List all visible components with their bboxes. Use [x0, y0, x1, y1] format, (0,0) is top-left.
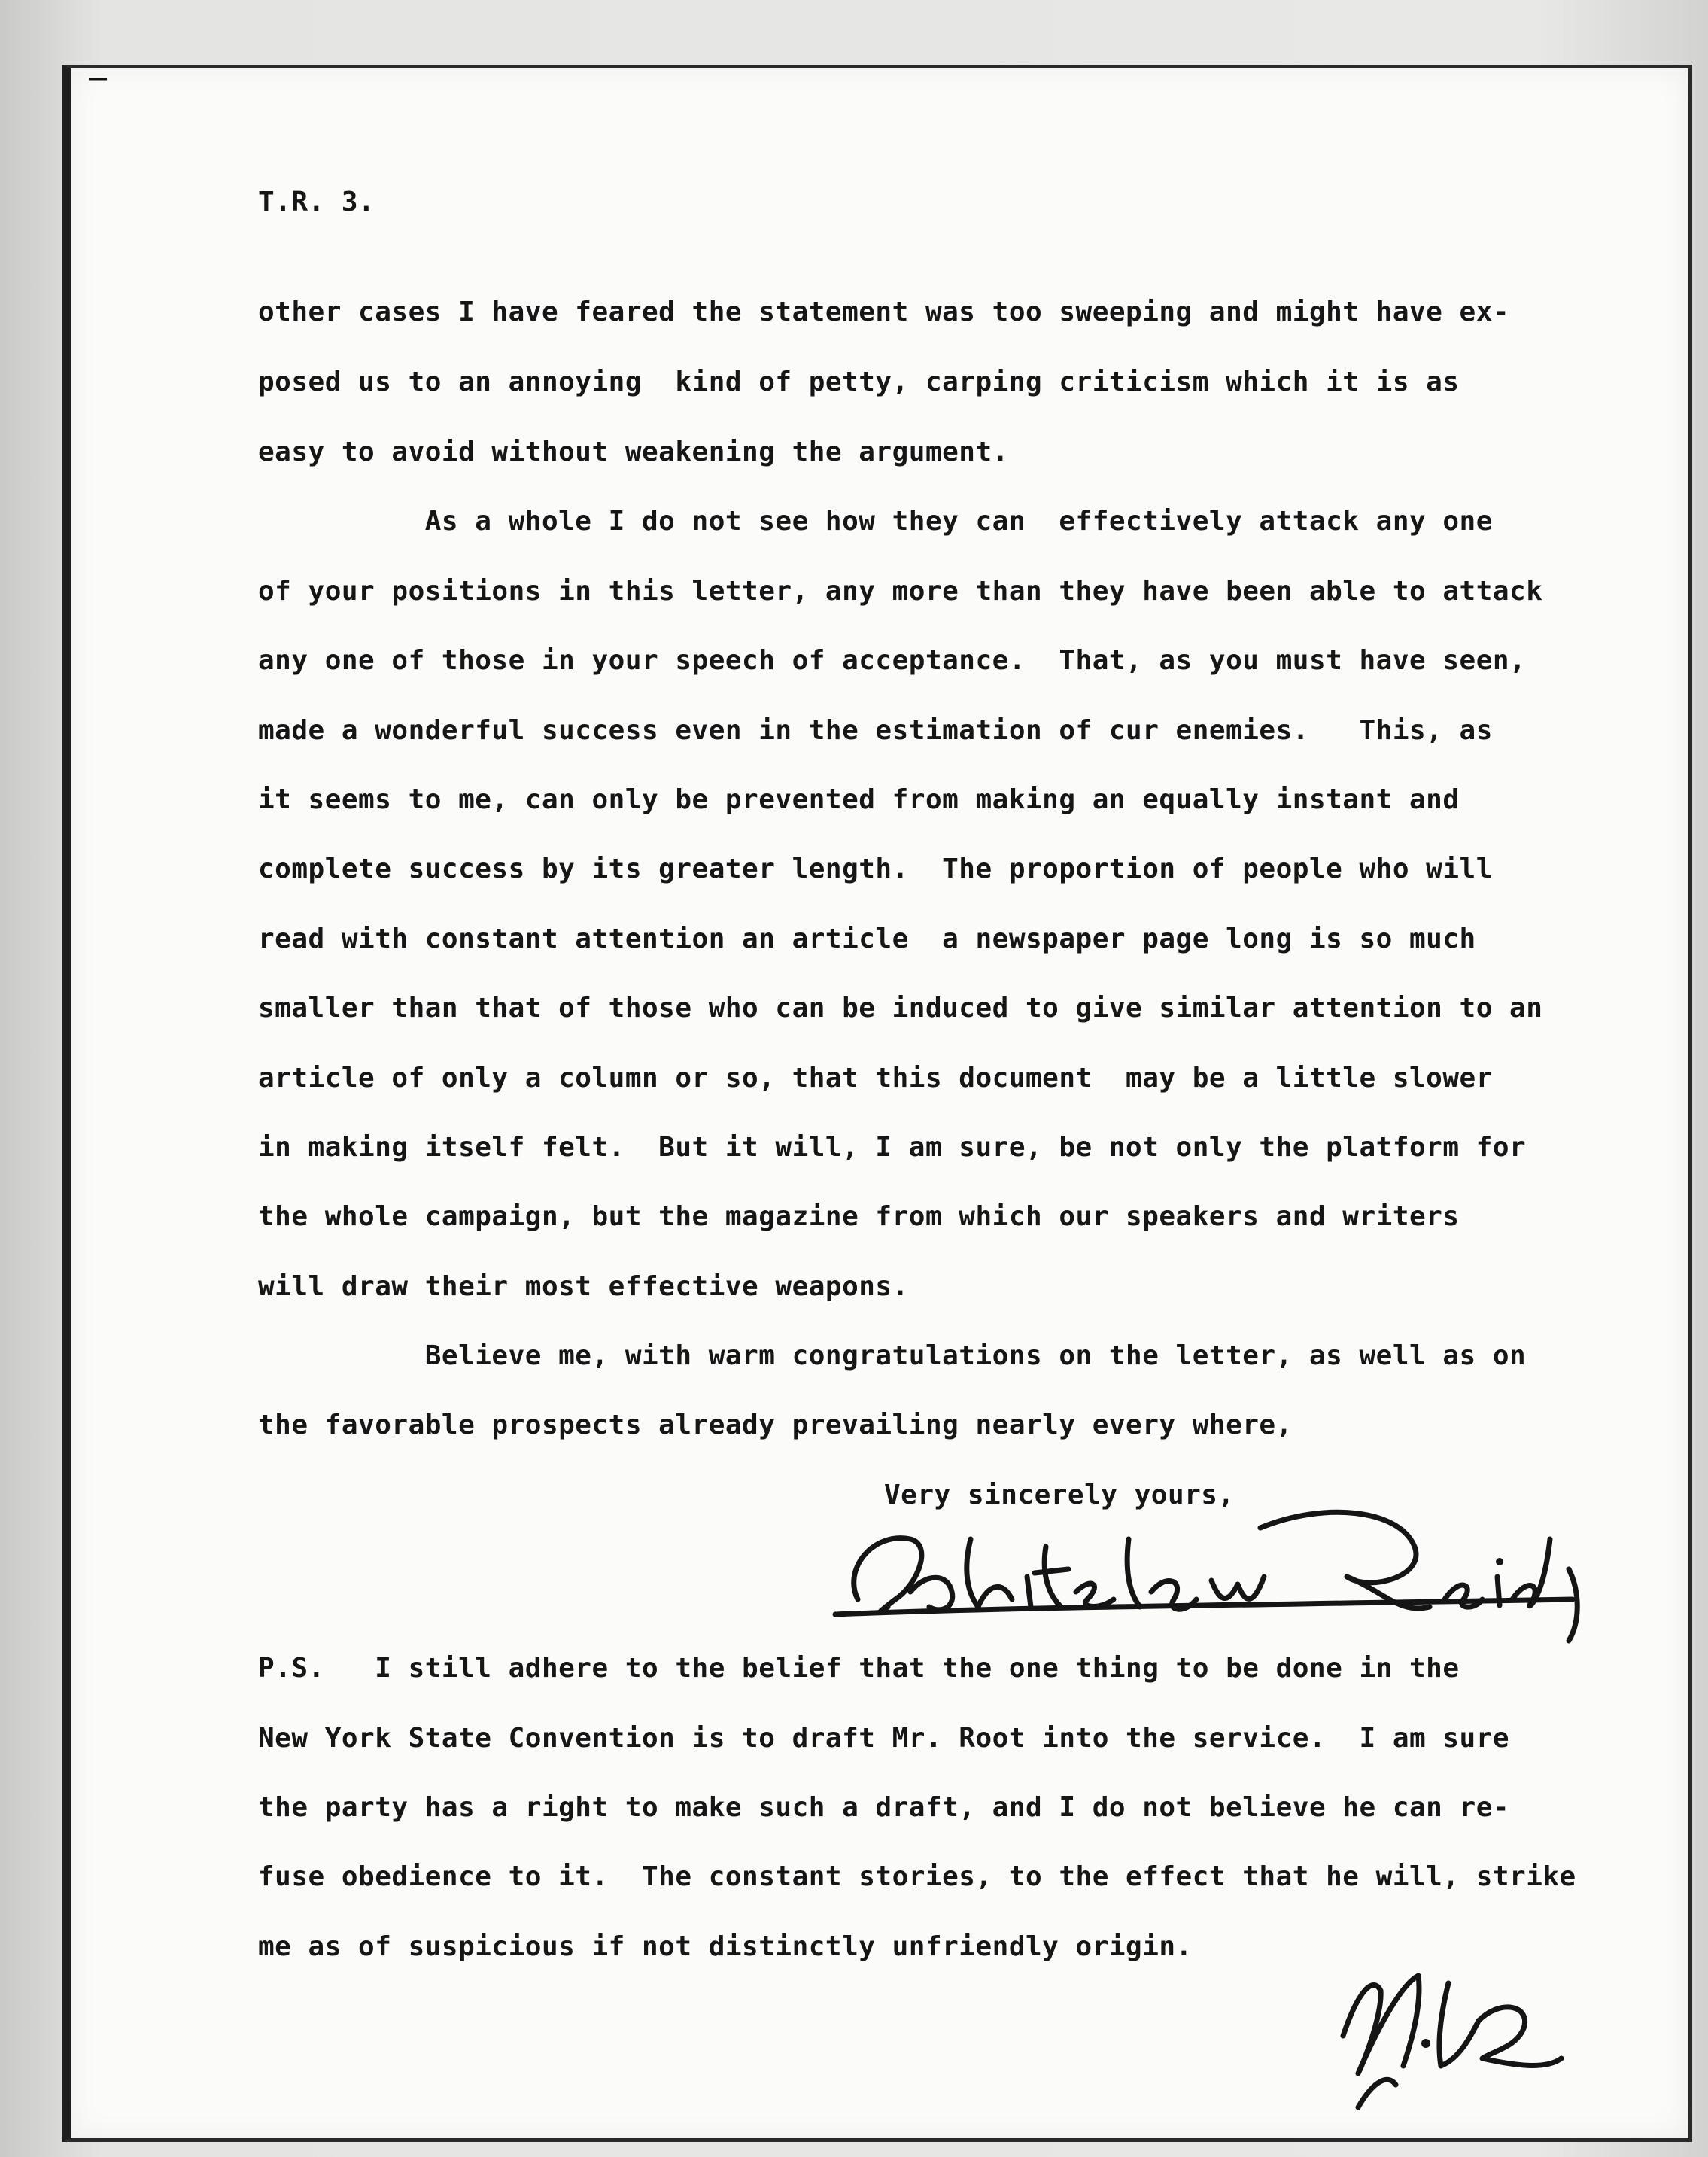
page-header: T.R. 3.	[258, 187, 375, 218]
signature-whitelaw-reid	[828, 1486, 1595, 1660]
ps-line: P.S. I still adhere to the belief that the one thing to be done in the	[258, 1653, 1460, 1684]
body-line: it seems to me, can only be prevented from making an equally instant and	[258, 784, 1460, 815]
ps-line: New York State Convention is to draft Mr. Root into the service. I am sure	[258, 1723, 1510, 1754]
ps-line: the party has a right to make such a draft, and I do not believe he can re-	[258, 1792, 1510, 1823]
body-line: article of only a column or so, that this document may be a little slower	[258, 1063, 1493, 1094]
ps-line: fuse obedience to it. The constant stories, to the effect that he will, strike	[258, 1861, 1576, 1892]
letter-body	[258, 0, 1612, 1962]
body-line: in making itself felt. But it will, I am sure, be not only the platform for	[258, 1132, 1527, 1163]
body-line: made a wonderful success even in the estimation of cur enemies. This, as	[258, 715, 1493, 746]
body-line: easy to avoid without weakening the argument.	[258, 437, 1009, 467]
ps-line: me as of suspicious if not distinctly unfriendly origin.	[258, 1931, 1193, 1962]
body-line: Believe me, with warm congratulations on the letter, as well as on	[258, 1340, 1527, 1371]
body-line: any one of those in your speech of acceptance. That, as you must have seen,	[258, 645, 1527, 676]
closing-line: Very sincerely yours,	[884, 1480, 1235, 1511]
body-line: complete success by its greater length. The proportion of people who will	[258, 853, 1493, 884]
body-line: of your positions in this letter, any more than they have been able to attack	[258, 576, 1543, 607]
initials-signature	[1328, 1946, 1599, 2119]
body-line: will draw their most effective weapons.	[258, 1271, 909, 1302]
body-line: read with constant attention an article a newspaper page long is so much	[258, 923, 1476, 954]
body-line: smaller than that of those who can be induced to give similar attention to an	[258, 993, 1543, 1024]
body-line: other cases I have feared the statement was too sweeping and might have ex-	[258, 297, 1510, 327]
body-line: posed us to an annoying kind of petty, carping criticism which it is as	[258, 367, 1460, 397]
corner-mark: ‒	[89, 60, 108, 95]
body-line: As a whole I do not see how they can effectively attack any one	[258, 506, 1493, 537]
body-line: the favorable prospects already prevailing nearly every where,	[258, 1410, 1293, 1441]
body-line: the whole campaign, but the magazine from which our speakers and writers	[258, 1201, 1460, 1232]
